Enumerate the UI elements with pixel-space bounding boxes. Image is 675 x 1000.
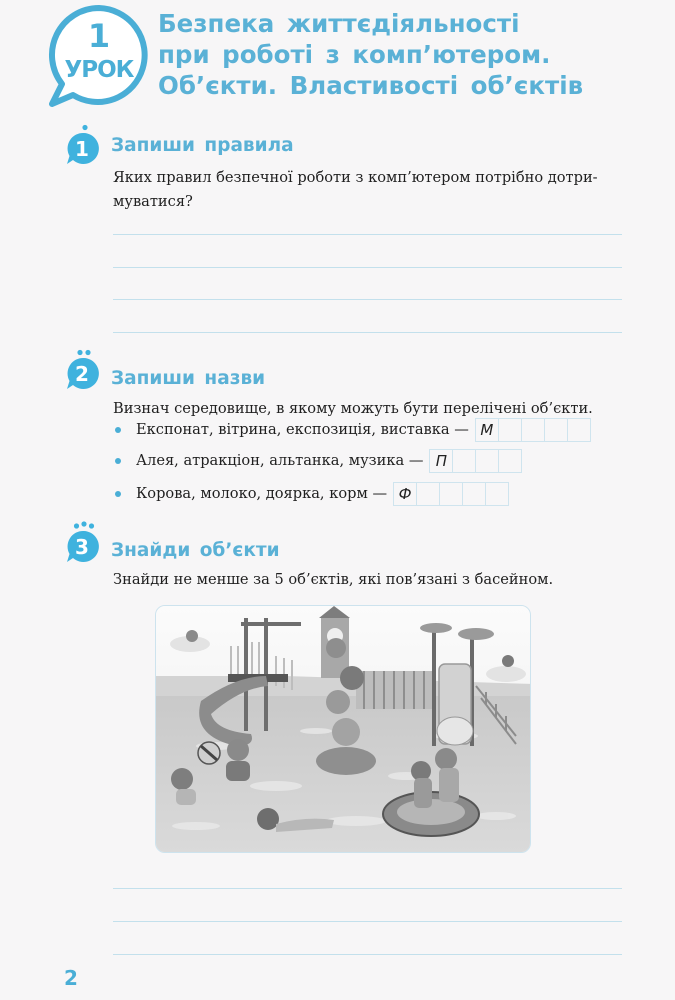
letter-box[interactable]: [567, 418, 591, 442]
item-text: Алея, атракціон, альтанка, музика —: [136, 452, 424, 469]
answer-line[interactable]: [113, 267, 622, 268]
letter-boxes: [476, 418, 591, 442]
task-3-badge: [64, 521, 100, 567]
pool-scene-image: [156, 606, 531, 853]
page-number: 2: [64, 966, 78, 990]
answer-line[interactable]: [113, 888, 622, 889]
list-item: [113, 481, 509, 507]
lesson-title: [158, 8, 658, 101]
letter-box[interactable]: [462, 482, 486, 506]
letter-box[interactable]: [485, 482, 509, 506]
letter-box[interactable]: М: [475, 418, 499, 442]
letter-boxes: [430, 449, 522, 473]
bullet-icon: [115, 458, 121, 464]
answer-line[interactable]: [113, 299, 622, 300]
lesson-number: 1: [87, 17, 111, 55]
letter-boxes: [394, 482, 509, 506]
lesson-word: УРОК: [64, 57, 134, 83]
letter-box[interactable]: [544, 418, 568, 442]
question-line: муватися?: [113, 193, 193, 210]
task-number: 1: [75, 137, 89, 161]
letter-box[interactable]: [452, 449, 476, 473]
list-item: [113, 417, 591, 443]
task-2-badge: [64, 349, 100, 395]
task-2-heading: Запиши назви: [111, 368, 266, 389]
question-line: Яких правил безпечної роботи з комп’ютером потрібно дотри-: [113, 169, 598, 186]
answer-line[interactable]: [113, 234, 622, 235]
task-3-instruction: Знайди не менше за 5 об’єктів, які пов’язані з басейном.: [113, 571, 554, 588]
lesson-title-line: при роботі з комп’ютером.: [158, 40, 551, 69]
item-text: Корова, молоко, доярка, корм —: [136, 485, 388, 502]
letter-box[interactable]: [521, 418, 545, 442]
answer-line[interactable]: [113, 332, 622, 333]
letter-box[interactable]: [475, 449, 499, 473]
answer-line[interactable]: [113, 921, 622, 922]
list-item: [113, 448, 522, 474]
task-1-question: [113, 166, 598, 214]
letter-box[interactable]: [416, 482, 440, 506]
answer-line[interactable]: [113, 954, 622, 955]
bullet-icon: [115, 427, 121, 433]
item-text: Експонат, вітрина, експозиція, виставка —: [136, 421, 469, 438]
task-1-badge: [64, 124, 100, 170]
letter-box[interactable]: [439, 482, 463, 506]
task-2-instruction: Визнач середовище, в якому можуть бути перелічені об’єкти.: [113, 400, 593, 417]
letter-box[interactable]: Ф: [393, 482, 417, 506]
letter-box[interactable]: П: [429, 449, 453, 473]
task-1-heading: Запиши правила: [111, 135, 294, 156]
task-3-heading: Знайди об’єкти: [111, 540, 280, 561]
bullet-icon: [115, 491, 121, 497]
lesson-title-line: Безпека життєдіяльності: [158, 9, 520, 38]
pool-illustration: [155, 605, 531, 853]
lesson-badge: [46, 4, 152, 108]
letter-box[interactable]: [498, 418, 522, 442]
task-number: 3: [75, 535, 89, 559]
letter-box[interactable]: [498, 449, 522, 473]
task-number: 2: [75, 362, 89, 386]
lesson-title-line: Об’єкти. Властивості об’єктів: [158, 71, 584, 100]
